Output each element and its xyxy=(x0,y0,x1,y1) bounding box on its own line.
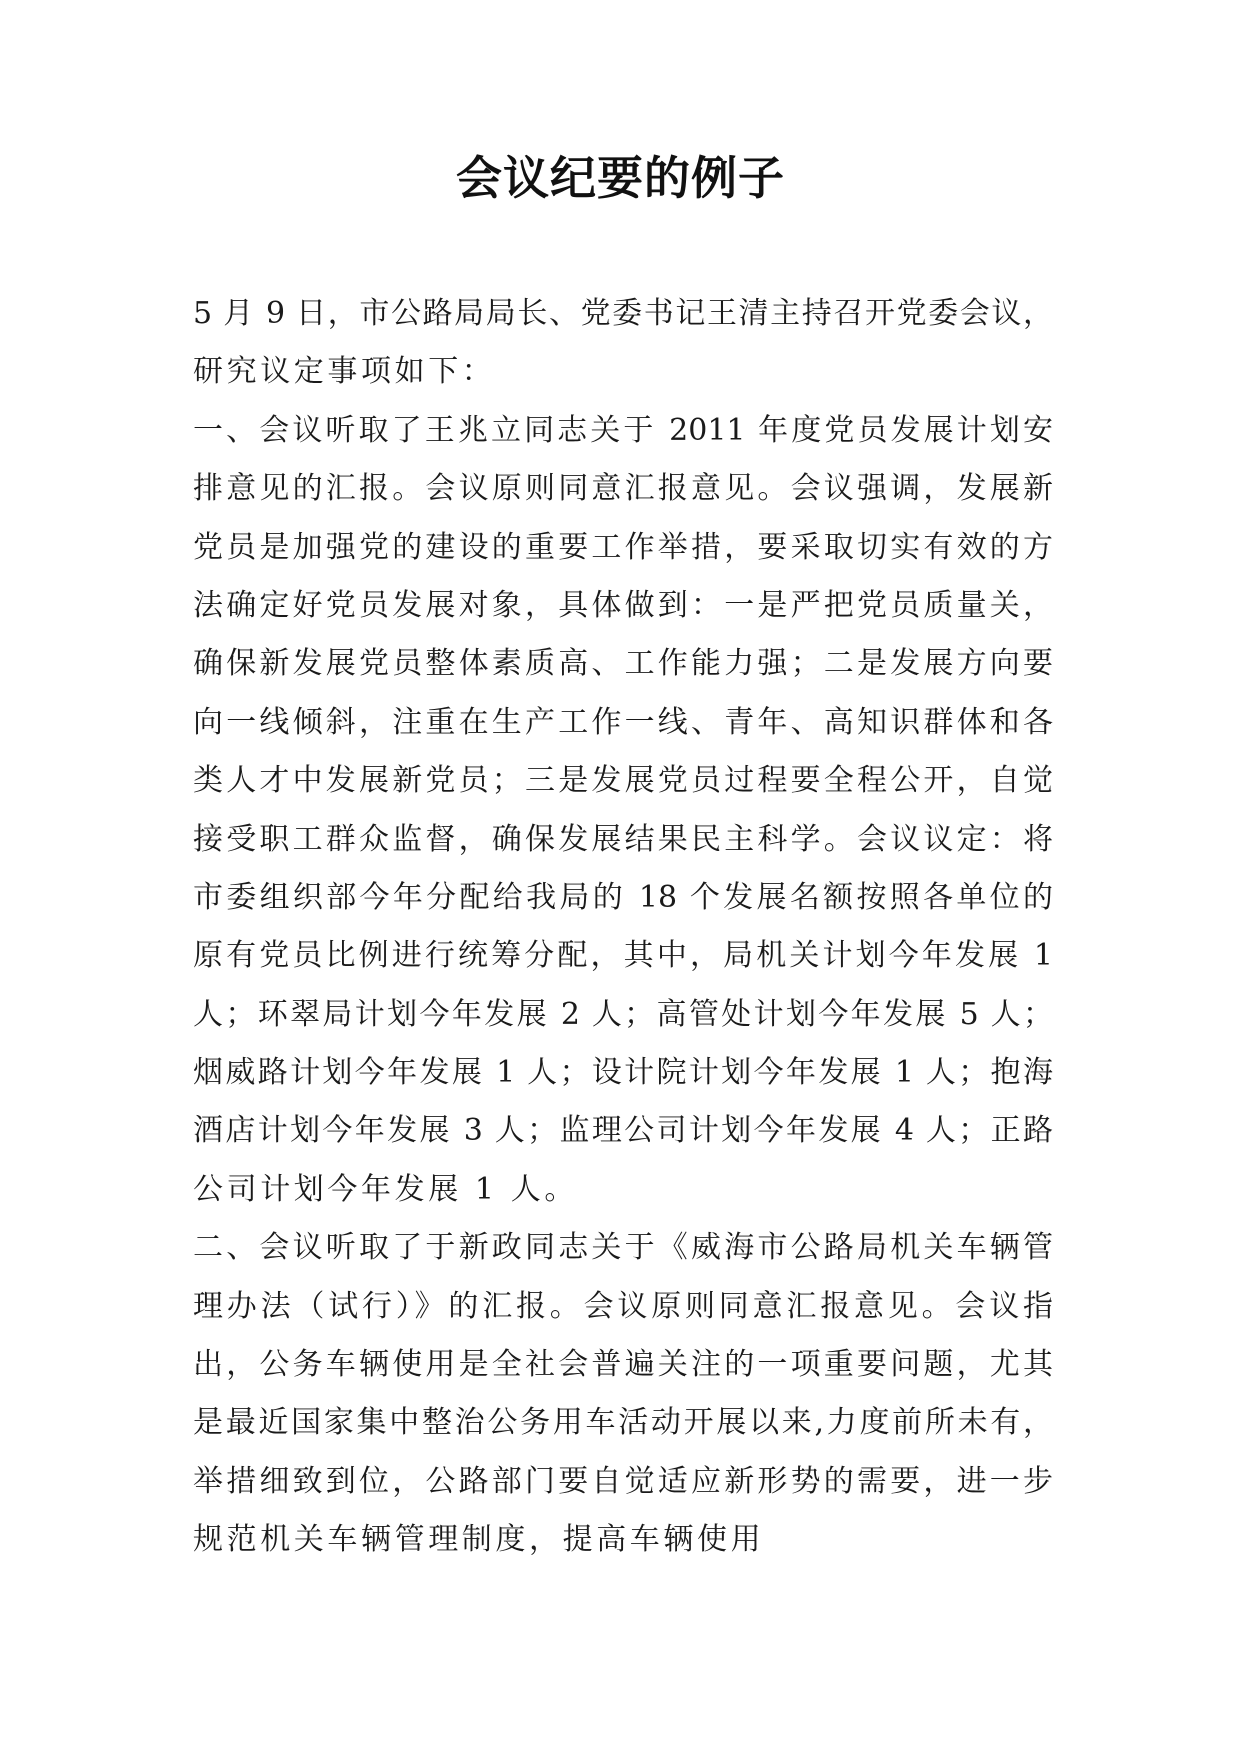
body-line-5: 党员是加强党的建设的重要工作举措，要采取切实有效的方 xyxy=(193,529,1053,565)
body-line-11: 市委组织部今年分配给我局的 18 个发展名额按照各单位的 xyxy=(193,879,1053,915)
body-line-21: 举措细致到位，公路部门要自觉适应新形势的需要，进一步 xyxy=(193,1463,1053,1499)
document-body xyxy=(193,285,1053,1570)
body-line-6: 法确定好党员发展对象，具体做到：一是严把党员质量关， xyxy=(193,587,1053,623)
document-title: 会议纪要的例子 xyxy=(456,151,785,205)
body-line-14: 烟威路计划今年发展 1 人；设计院计划今年发展 1 人；抱海 xyxy=(193,1055,1053,1091)
body-line-22: 规范机关车辆管理制度，提高车辆使用 xyxy=(193,1522,765,1558)
body-line-20: 是最近国家集中整治公务用车活动开展以来,力度前所未有， xyxy=(193,1405,1053,1441)
body-line-2: 研究议定事项如下： xyxy=(193,354,496,390)
body-line-12: 原有党员比例进行统筹分配，其中，局机关计划今年发展 1 xyxy=(193,938,1053,974)
body-line-7: 确保新发展党员整体素质高、工作能力强；二是发展方向要 xyxy=(193,646,1053,682)
body-line-17: 二、会议听取了于新政同志关于《威海市公路局机关车辆管 xyxy=(193,1230,1053,1266)
body-line-18: 理办法（试行）》的汇报。会议原则同意汇报意见。会议指 xyxy=(193,1288,1053,1324)
body-line-16: 公司计划今年发展 1 人。 xyxy=(193,1171,578,1207)
body-line-3: 一、会议听取了王兆立同志关于 2011 年度党员发展计划安 xyxy=(193,412,1053,448)
body-line-9: 类人才中发展新党员；三是发展党员过程要全程公开，自觉 xyxy=(193,763,1053,799)
body-line-10: 接受职工群众监督，确保发展结果民主科学。会议议定：将 xyxy=(193,821,1053,857)
body-line-15: 酒店计划今年发展 3 人；监理公司计划今年发展 4 人；正路 xyxy=(193,1113,1053,1149)
body-line-13: 人；环翠局计划今年发展 2 人；高管处计划今年发展 5 人； xyxy=(193,996,1053,1032)
body-line-19: 出，公务车辆使用是全社会普遍关注的一项重要问题，尤其 xyxy=(193,1347,1053,1383)
body-line-1: 5 月 9 日，市公路局局长、党委书记王清主持召开党委会议， xyxy=(193,296,1053,331)
body-line-8: 向一线倾斜，注重在生产工作一线、青年、高知识群体和各 xyxy=(193,704,1053,740)
body-line-4: 排意见的汇报。会议原则同意汇报意见。会议强调，发展新 xyxy=(193,471,1053,507)
